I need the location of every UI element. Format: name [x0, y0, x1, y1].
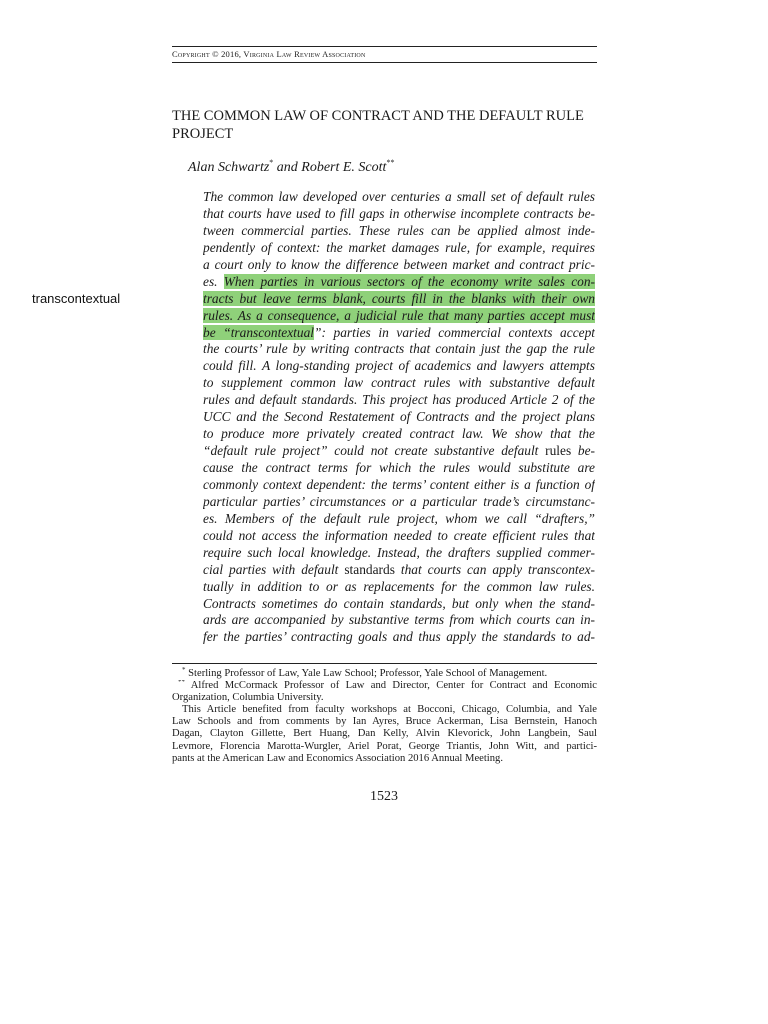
abstract-line: rules and default standards. This project has produced Article 2 of the	[203, 392, 595, 408]
abstract-line: pendently of context: the market damages rule, for example, requires	[203, 239, 595, 255]
author-2-footnote-mark[interactable]: **	[386, 158, 395, 167]
footnote-separator	[172, 663, 597, 664]
author-1: Alan Schwartz	[188, 160, 270, 175]
highlighted-text[interactable]: be “transcontextual	[203, 324, 315, 340]
abstract-line: require such local knowledge. Instead, the drafters supplied commer-	[203, 544, 595, 560]
footnote-2: ** Alfred McCormack Professor of Law and Director, Center for Contract and Economic Organization, Columbia University.	[172, 680, 597, 704]
running-header	[172, 46, 597, 63]
abstract-line: to supplement common law contract rules with substantive default	[203, 375, 595, 391]
abstract-line: ards are accompanied by substantive terms from which courts can in-	[203, 612, 595, 628]
abstract-line: could fill. A long-standing project of academics and lawyers attempts	[203, 358, 595, 374]
author-line	[188, 160, 588, 176]
highlighted-text[interactable]: tracts but leave terms blank, courts fill in the blanks with their own	[203, 290, 595, 306]
abstract-line: es. When parties in various sectors of the economy write sales con-	[203, 273, 595, 289]
abstract-line: Contracts sometimes do contain standards, but only when the stand-	[203, 595, 595, 611]
abstract-line: the courts’ rule by writing contracts that contain just the gap the rule	[203, 341, 595, 357]
abstract-line: that courts have used to fill gaps in otherwise incomplete contracts be-	[203, 205, 595, 221]
page-number: 1523	[370, 789, 398, 804]
roman-emphasis: standards	[344, 561, 395, 577]
abstract-line: UCC and the Second Restatement of Contracts and the project plans	[203, 409, 595, 425]
abstract-line: commonly context dependent: the terms’ content either is a function of	[203, 476, 595, 492]
author-1-footnote-mark[interactable]: *	[269, 158, 274, 167]
abstract-line: particular parties’ circumstances or a particular trade’s circumstanc-	[203, 493, 595, 509]
abstract-line: to produce more privately created contract law. We show that the	[203, 426, 595, 442]
abstract-line: tween commercial parties. These rules can be applied almost inde-	[203, 222, 595, 238]
abstract-line: cause the contract terms for which the rules would substitute are	[203, 460, 595, 475]
footnotes	[172, 668, 597, 765]
abstract-line: could not access the information needed to create efficient rules that	[203, 527, 595, 543]
abstract-line: fer the parties’ contracting goals and thus apply the standards to ad-	[203, 629, 595, 645]
footnote-mark: **	[178, 680, 185, 687]
author-connector: and	[273, 160, 302, 175]
article-title: THE COMMON LAW OF CONTRACT AND THE DEFAULT RULE PROJECT	[172, 108, 584, 142]
footnote-1: * Sterling Professor of Law, Yale Law School; Professor, Yale School of Management.	[182, 666, 548, 679]
highlighted-text[interactable]: rules. As a consequence, a judicial rule that many parties accept must	[203, 307, 595, 323]
abstract-line: “default rule project” could not create substantive default rules be-	[203, 443, 595, 459]
abstract-line: es. Members of the default rule project, whom we call “drafters,”	[203, 510, 595, 526]
footnote-mark: *	[182, 666, 186, 674]
abstract-line	[203, 291, 595, 308]
abstract-line: tually in addition to or as replacements for the common law rules.	[203, 578, 595, 594]
author-2: Robert E. Scott	[301, 160, 387, 175]
abstract-line	[203, 308, 595, 325]
highlighted-text[interactable]: When parties in various sectors of the economy write sales con-	[223, 273, 595, 289]
abstract-line: cial parties with default standards that courts can apply transcontex-	[203, 561, 595, 577]
margin-annotation[interactable]: transcontextual	[32, 291, 121, 306]
abstract-line: a court only to know the difference between market and contract pric-	[203, 256, 595, 272]
abstract	[203, 189, 595, 646]
copyright-notice: Copyright © 2016, Virginia Law Review Association	[172, 49, 366, 59]
roman-emphasis: rules	[545, 443, 572, 459]
acknowledgments-note: This Article benefited from faculty workshops at Bocconi, Chicago, Columbia, and Yale Law Schools and from comments by Ian Ayres, Bruce Ackerman, Lisa Bernstein, Hanoch Dagan, Clayton Gillette, Bert Huang, Dan Kelly, Alvin Klevorick, John Langbein, Saul Levmore, Florencia Marotta-Wurgler, Ariel Porat, George Triantis, John Witt, and partici- pants at the American Law and Economics Association 2016 Annual Meeting.	[172, 704, 597, 764]
abstract-line: be “transcontextual”: parties in varied commercial contexts accept	[203, 324, 595, 340]
abstract-line: The common law developed over centuries a small set of default rules	[203, 189, 595, 204]
